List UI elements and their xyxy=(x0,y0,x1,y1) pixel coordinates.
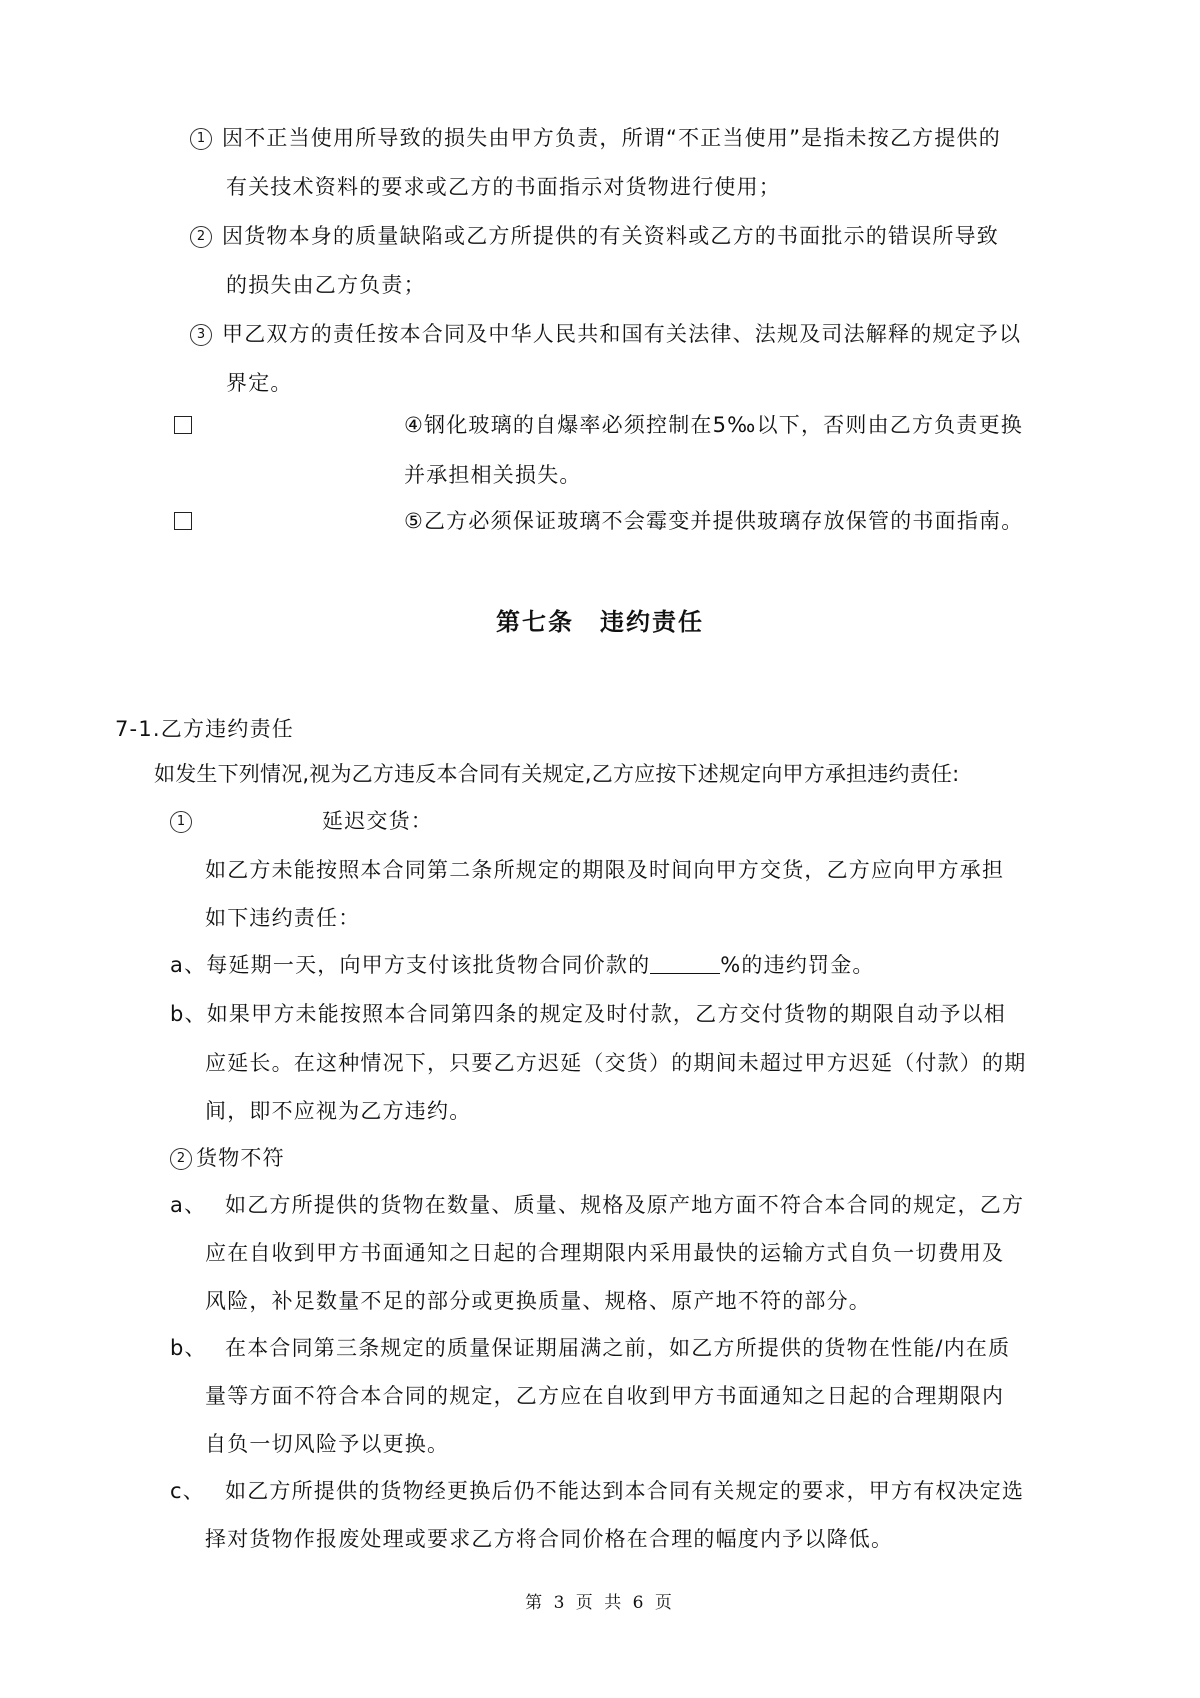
delay-item-a xyxy=(170,950,875,980)
page-number-footer: 第 3 页 共 6 页 xyxy=(525,1593,675,1613)
delay-delivery-heading xyxy=(170,806,433,836)
delay-item-a-suffix: %的违约罚金。 xyxy=(720,953,875,977)
mismatch-item-a-line1: 如乙方所提供的货物在数量、质量、规格及原产地方面不符合本合同的规定，乙方 xyxy=(225,1193,1025,1217)
delay-item-a-prefix: a、每延期一天，向甲方支付该批货物合同价款的 xyxy=(170,953,651,977)
delay-item-b-line1: b、如果甲方未能按照本合同第四条的规定及时付款，乙方交付货物的期限自动予以相 xyxy=(170,1002,1006,1026)
mismatch-item-a-line2: 应在自收到甲方书面通知之日起的合理期限内采用最快的运输方式自负一切费用及 xyxy=(205,1241,1005,1265)
penalty-rate-blank[interactable] xyxy=(650,953,720,974)
clause-item-4-line1: ④钢化玻璃的自爆率必须控制在5‰以下，否则由乙方负责更换 xyxy=(404,413,1023,437)
goods-mismatch-heading xyxy=(170,1143,285,1173)
goods-mismatch-label: 货物不符 xyxy=(196,1146,285,1170)
mismatch-item-b-line2: 量等方面不符合本合同的规定，乙方应在自收到甲方书面通知之日起的合理期限内 xyxy=(205,1384,1005,1408)
circled-number-mismatch: 2 xyxy=(170,1148,192,1170)
delay-item-b-line2: 应延长。在这种情况下，只要乙方迟延（交货）的期间未超过甲方迟延（付款）的期 xyxy=(205,1051,1027,1075)
clause-item-1-line1: 因不正当使用所导致的损失由甲方负责，所谓“不正当使用”是指未按乙方提供的 xyxy=(222,126,1001,150)
clause-item-3 xyxy=(190,319,1021,349)
clause-item-1-line2: 有关技术资料的要求或乙方的书面指示对货物进行使用； xyxy=(226,175,781,199)
delay-item-b-line3: 间，即不应视为乙方违约。 xyxy=(205,1099,472,1123)
mismatch-item-b-line3: 自负一切风险予以更换。 xyxy=(205,1432,450,1456)
article-7-heading: 第七条 违约责任 xyxy=(496,608,704,636)
clause-item-2-line1: 因货物本身的质量缺陷或乙方所提供的有关资料或乙方的书面批示的错误所导致 xyxy=(222,224,999,248)
checkbox-item-4[interactable] xyxy=(174,416,192,434)
circled-number-2: 2 xyxy=(190,226,212,248)
clause-item-2-line2: 的损失由乙方负责； xyxy=(226,273,426,297)
clause-item-3-line2: 界定。 xyxy=(226,371,293,395)
circled-number-3: 3 xyxy=(190,324,212,346)
mismatch-item-a-line3: 风险，补足数量不足的部分或更换质量、规格、原产地不符的部分。 xyxy=(205,1289,871,1313)
circled-number-delay: 1 xyxy=(170,811,192,833)
clause-item-3-line1: 甲乙双方的责任按本合同及中华人民共和国有关法律、法规及司法解释的规定予以 xyxy=(222,322,1022,346)
subsection-7-1-title: 7-1.乙方违约责任 xyxy=(115,717,294,741)
delay-delivery-label: 延迟交货： xyxy=(322,809,433,833)
mismatch-item-b-marker: b、 xyxy=(170,1336,207,1360)
mismatch-item-c-marker: c、 xyxy=(170,1479,205,1503)
clause-item-4-line2: 并承担相关损失。 xyxy=(404,463,582,487)
mismatch-item-a-marker: a、 xyxy=(170,1193,207,1217)
clause-item-2 xyxy=(190,221,999,251)
checkbox-item-5[interactable] xyxy=(174,512,192,530)
mismatch-item-c-line1: 如乙方所提供的货物经更换后仍不能达到本合同有关规定的要求，甲方有权决定选 xyxy=(225,1479,1025,1503)
clause-item-1 xyxy=(190,123,1001,153)
circled-number-1: 1 xyxy=(190,128,212,150)
clause-item-5-line1: ⑤乙方必须保证玻璃不会霉变并提供玻璃存放保管的书面指南。 xyxy=(404,509,1024,533)
delay-text-line1: 如乙方未能按照本合同第二条所规定的期限及时间向甲方交货，乙方应向甲方承担 xyxy=(205,858,1005,882)
subsection-7-1-intro: 如发生下列情况,视为乙方违反本合同有关规定,乙方应按下述规定向甲方承担违约责任: xyxy=(154,762,960,786)
mismatch-item-c-line2: 择对货物作报废处理或要求乙方将合同价格在合理的幅度内予以降低。 xyxy=(205,1527,894,1551)
mismatch-item-b-line1: 在本合同第三条规定的质量保证期届满之前，如乙方所提供的货物在性能/内在质 xyxy=(225,1336,1011,1360)
delay-text-line2: 如下违约责任： xyxy=(205,906,361,930)
